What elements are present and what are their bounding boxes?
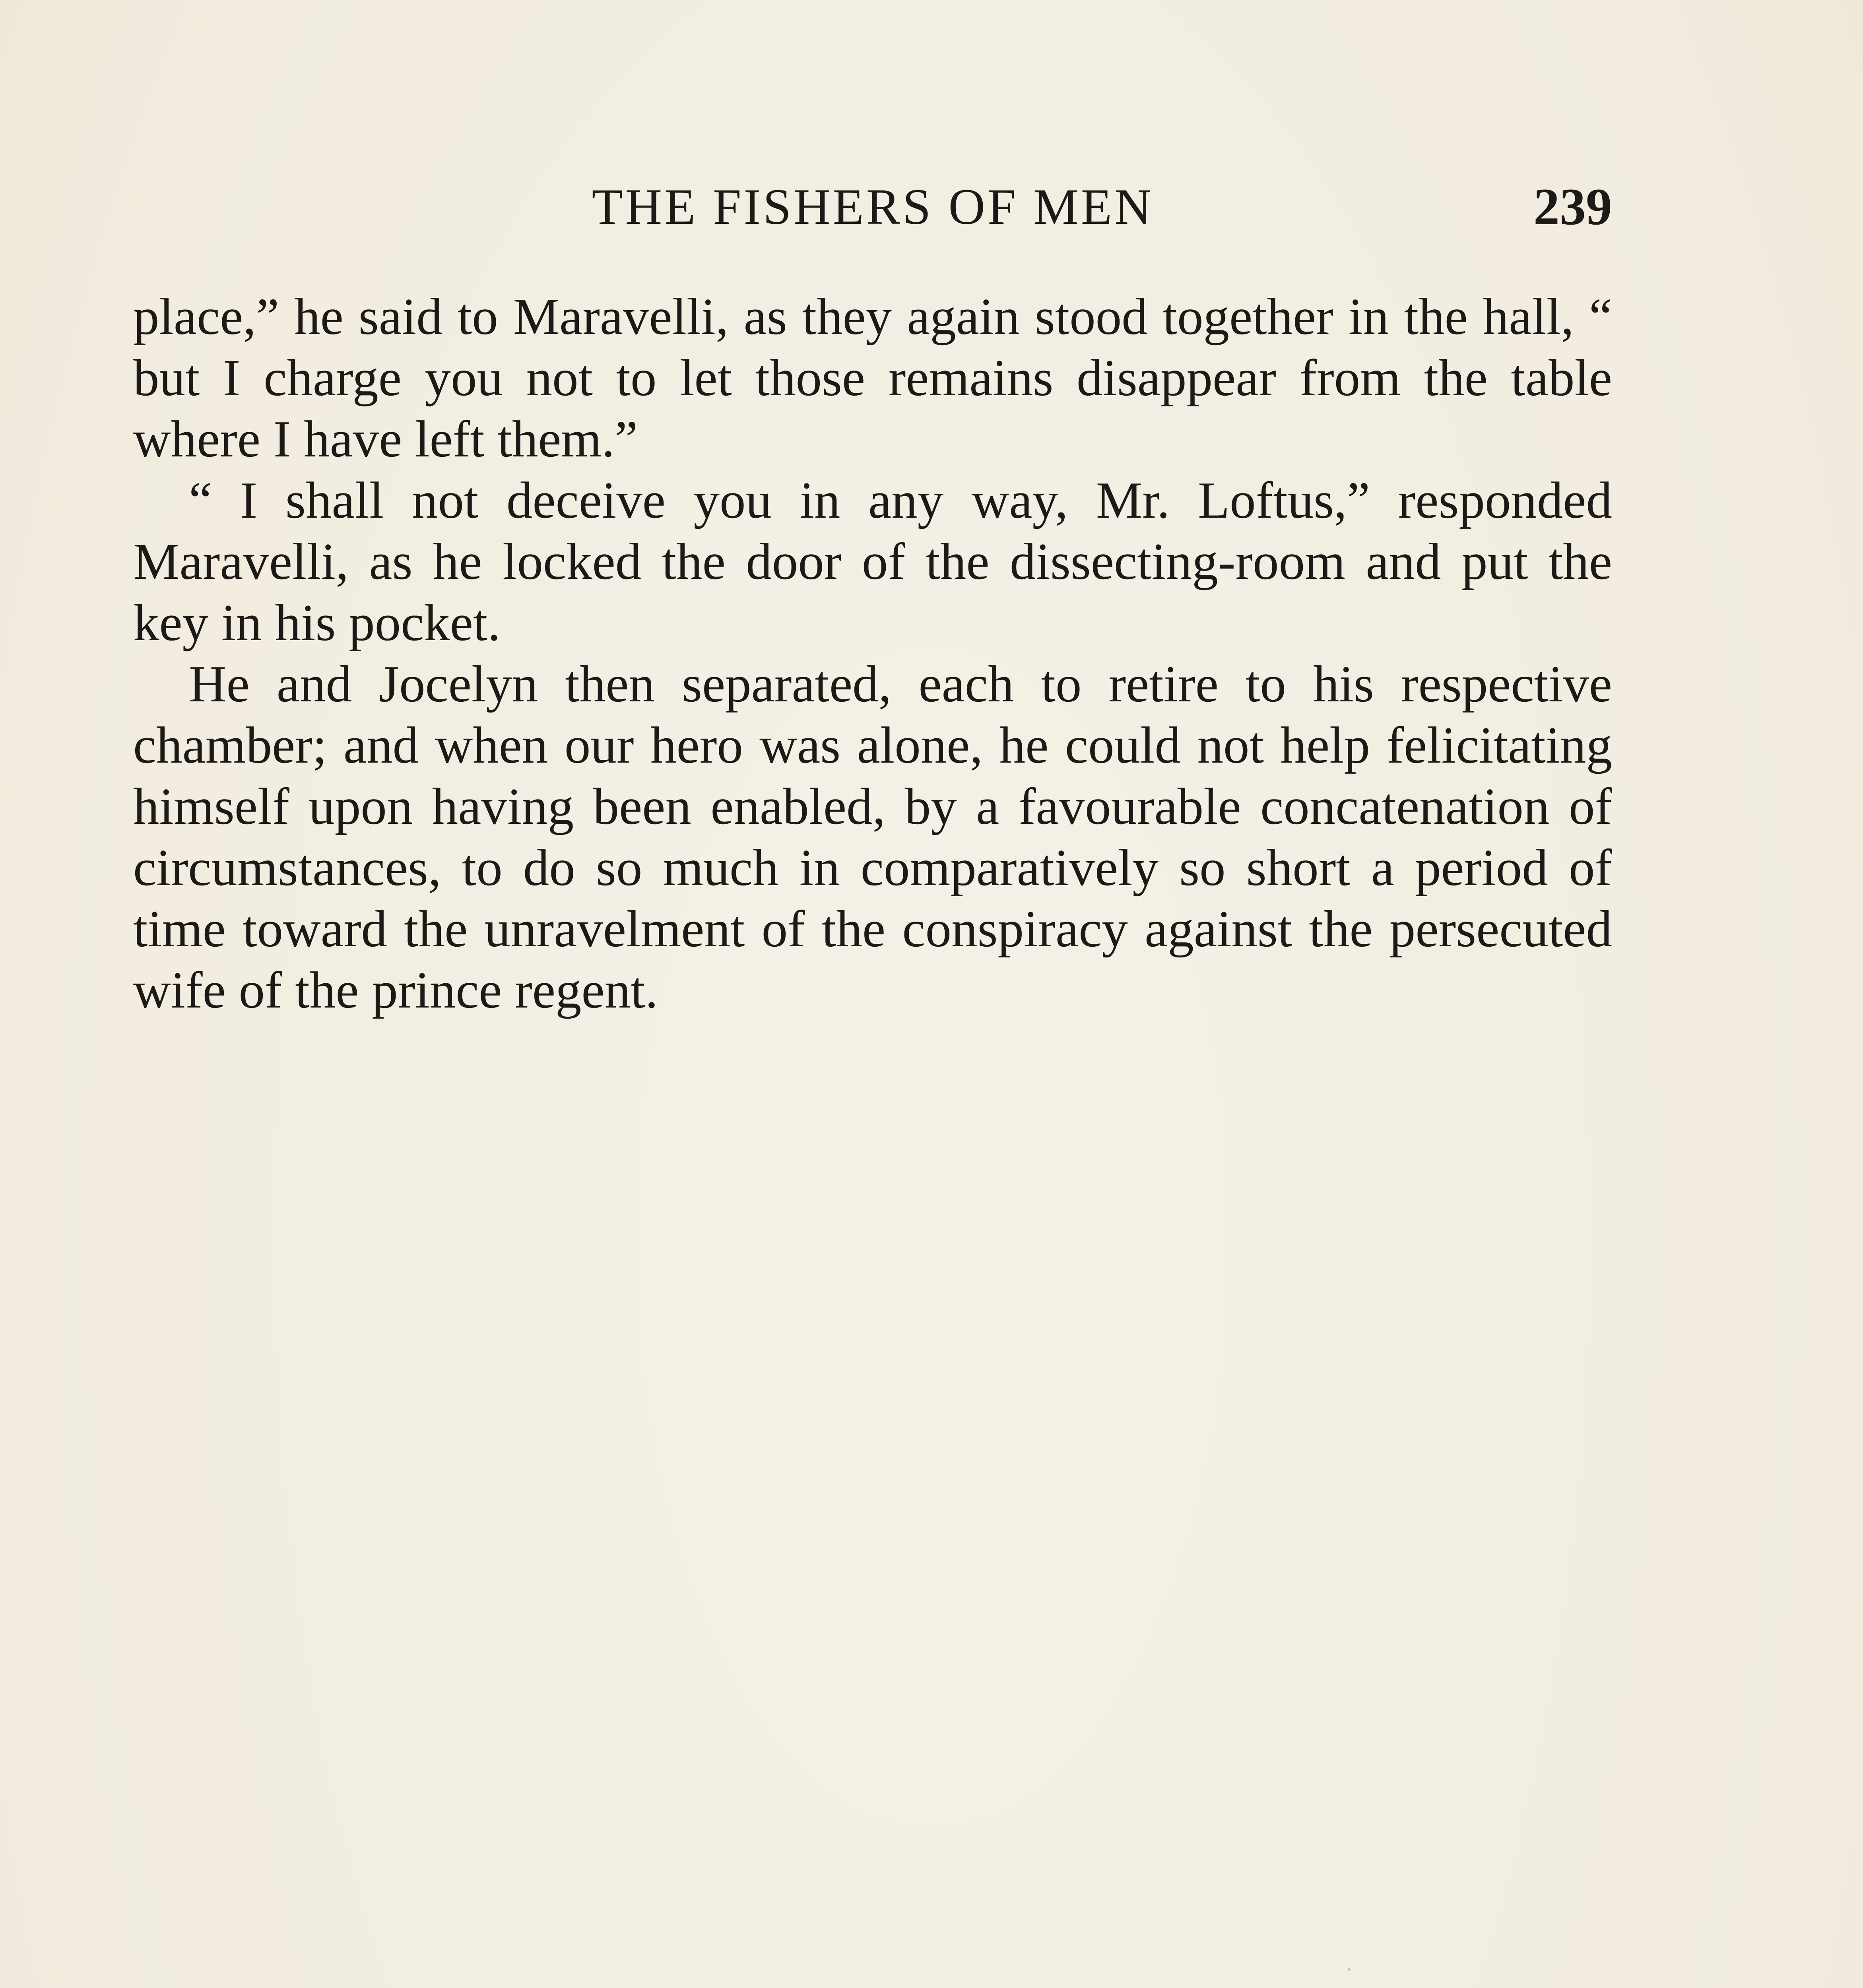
paragraph-3: He and Jocelyn then separated, each to retire to his respective chamber; and when our hero was alone, he could not help felicitating himself upon having been enabled, by a favourable concatenation of circumstances, to do so much in comparatively so short a period of time toward the unravelment of the conspiracy against the persecuted wife of the prince regent. xyxy=(133,655,1612,1019)
page-number: 239 xyxy=(1533,177,1612,236)
page-header xyxy=(133,175,1612,239)
paragraph-2: “ I shall not deceive you in any way, Mr. Loftus,” responded Maravelli, as he locked the door of the dissecting-room and put the key in his pocket. xyxy=(133,472,1612,652)
running-title: THE FISHERS OF MEN xyxy=(592,179,1154,235)
paper-speck xyxy=(1348,1968,1351,1971)
paragraph-1: place,” he said to Maravelli, as they again stood together in the hall, “ but I charge you not to let those remains disappear from the table where I have left them.” xyxy=(133,288,1612,468)
body-text xyxy=(133,286,1612,1021)
